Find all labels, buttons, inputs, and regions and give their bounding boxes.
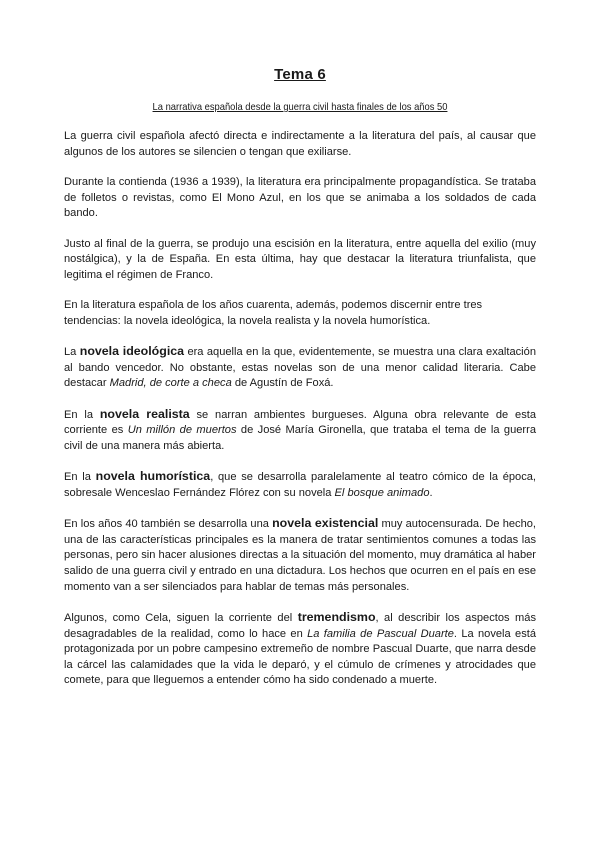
text-run: de Agustín de Foxá. bbox=[231, 377, 334, 390]
page-title: Tema 6 bbox=[274, 66, 326, 83]
paragraph-novela-existencial bbox=[64, 516, 536, 595]
paragraph-contienda: Durante la contienda (1936 a 1939), la literatura era principalmente propagandística. Se trataba de folletos o revistas, como El Mono Azul, en los que se animaba a los soldados de cada bando. bbox=[64, 175, 536, 220]
text-run: En los años 40 también se desarrolla una bbox=[64, 518, 273, 531]
paragraph-intro: La guerra civil española afectó directa e indirectamente a la literatura del país, al causar que algunos de los autores se silencien o tengan que exiliarse. bbox=[64, 130, 536, 158]
keyword-novela-humoristica: novela humorística bbox=[95, 469, 211, 484]
text-run: En la bbox=[64, 471, 96, 484]
document-body bbox=[64, 129, 536, 704]
text-run: . La novela está protagonizada por un pobre campesino extremeño de nombre Pascual Duarte, que narra desde la cárcel las calamidades que la vida le deparó, y el cúmulo de crímenes y atrocidades que comete, para que lleguemos a entender cómo ha sido condenado a muerte. bbox=[64, 627, 536, 687]
paragraph-novela-ideologica bbox=[64, 344, 536, 392]
paragraph-novela-humoristica bbox=[64, 469, 536, 501]
text-run: La bbox=[64, 346, 80, 359]
text-run: muy autocensurada. De hecho, una de las características principales es la manera de tratar sentimientos comunes a todas las personas, pero sin hacer alusiones directas a la situación del momento, muy dramática al haber salido de una guerra civil y entrado en una dictadura. Los hechos que ocurren en el país en ese momento van a ser silenciados para hablar de temas más personales. bbox=[64, 518, 536, 593]
keyword-novela-ideologica: novela ideológica bbox=[79, 344, 185, 359]
work-title: Madrid, de corte a checa bbox=[109, 377, 232, 390]
text-run: , al describir los aspectos más desagradables de la realidad, como lo hace en bbox=[64, 612, 536, 640]
paragraph-novela-realista bbox=[64, 407, 536, 455]
text-run: se narran ambientes burgueses. Alguna obra relevante de esta corriente es bbox=[64, 408, 536, 437]
text-run: Algunos, como Cela, siguen la corriente del bbox=[64, 612, 298, 625]
work-title: La familia de Pascual Duarte bbox=[307, 627, 454, 640]
text-run: . bbox=[429, 486, 433, 499]
keyword-novela-realista: novela realista bbox=[99, 406, 190, 421]
text-run: de José María Gironella, que trataba el tema de la guerra civil de una manera más abierta. bbox=[64, 424, 536, 452]
keyword-tremendismo: tremendismo bbox=[297, 610, 376, 625]
paragraph-tendencias: En la literatura española de los años cuarenta, además, podemos discernir entre tres tendencias: la novela ideológica, la novela realista y la novela humorística. bbox=[64, 299, 483, 327]
work-title: El bosque animado bbox=[334, 486, 430, 499]
paragraph-escision: Justo al final de la guerra, se produjo una escisión en la literatura, entre aquella del exilio (muy nostálgica), y la de España. En esta última, hay que destacar la literatura triunfalista, que legitima el régimen de Franco. bbox=[64, 237, 536, 281]
text-run: , que se desarrolla paralelamente al teatro cómico de la época, sobresale Wenceslao Fernández Flórez con su novela bbox=[64, 471, 536, 499]
text-run: En la bbox=[64, 408, 100, 421]
work-title: Un millón de muertos bbox=[127, 424, 237, 437]
keyword-novela-existencial: novela existencial bbox=[272, 516, 379, 531]
paragraph-tremendismo bbox=[64, 610, 536, 689]
text-run: era aquella en la que, evidentemente, se muestra una clara exaltación al bando vencedor. No obstante, estas novelas son de una menor calidad literaria. Cabe destacar bbox=[64, 346, 536, 390]
page-subtitle: La narrativa española desde la guerra civil hasta finales de los años 50 bbox=[152, 102, 448, 113]
